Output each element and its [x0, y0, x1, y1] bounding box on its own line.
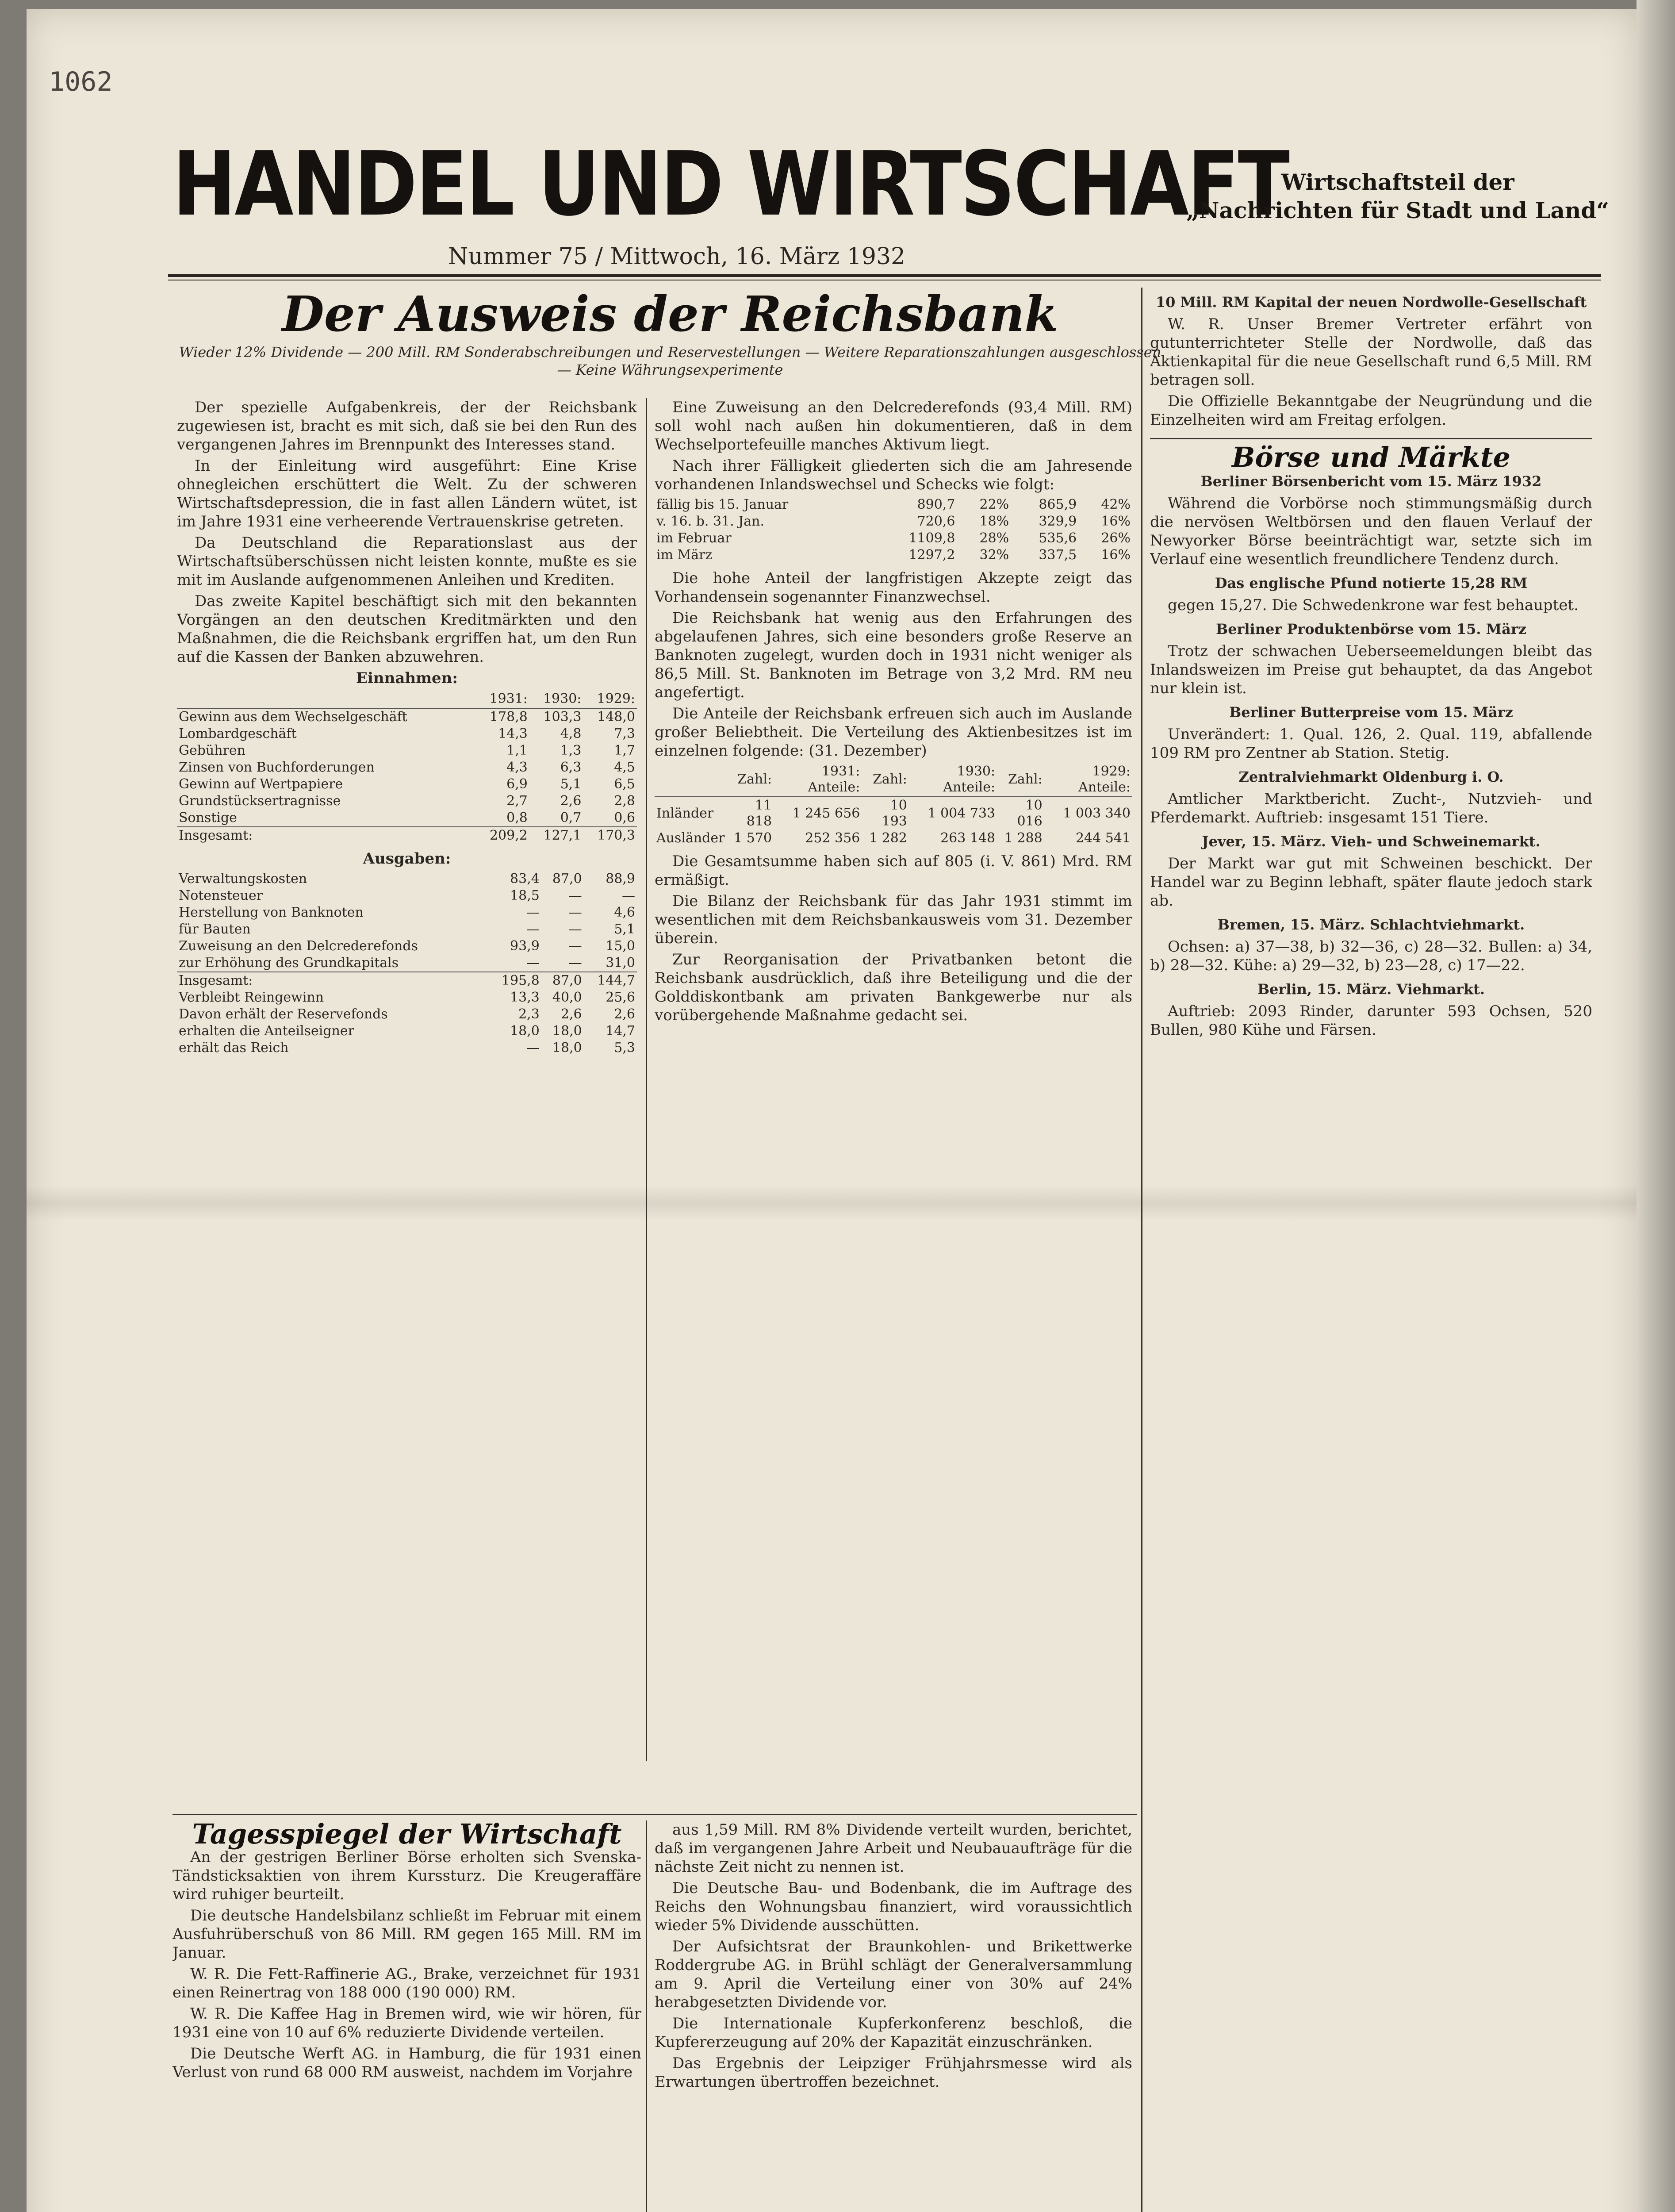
daily-col2-para-2: Die Deutsche Bau- und Bodenbank, die im Auftrage des Reichs den Wohnungsbau finanziert, wird voraussichtlich wieder 5% Dividende ausschütten.	[655, 1879, 1132, 1934]
cell: 1 288	[1004, 830, 1043, 846]
cell: Gebühren	[179, 743, 245, 758]
table-row	[177, 955, 637, 972]
lead-col2-para-1: Eine Zuweisung an den Delcrederefonds (93,4 Mill. RM) soll wohl nach außen hin dokumentieren, daß in dem Wechselportefeuille manches Aktivum liegt.	[655, 399, 1132, 453]
markets-title: Börse und Märkte	[1232, 441, 1510, 473]
table-row	[177, 1040, 637, 1056]
cell: 329,9	[1039, 514, 1077, 529]
cell: Insgesamt:	[177, 827, 475, 844]
income-head-0	[177, 690, 475, 708]
cell: Zahl:	[862, 763, 909, 797]
cell: 178,8	[489, 709, 528, 725]
cell: 6,3	[560, 760, 582, 775]
cell: für Bauten	[179, 922, 251, 937]
cell: 83,4	[510, 871, 540, 887]
lead-col1-para-4: Das zweite Kapitel beschäftigt sich mit den bekannten Vorgängen an den deutschen Kreditmärkten und den Maßnahmen, die die Reichsbank ergriffen hat, um den Run auf die Kassen der Banken abzuwehren.	[177, 592, 637, 666]
lead-headline: Der Ausweis der Reichsbank	[282, 288, 1058, 342]
table-row	[177, 742, 637, 759]
cell: 88,9	[606, 871, 635, 887]
lead-col1-para-3: Da Deutschland die Reparationslast aus der Wirtschaftsüberschüssen nicht leisten konnte, mußte es sie mit im Auslande aufgenommenen Anleihen und Krediten.	[177, 534, 637, 589]
table-row	[177, 810, 637, 827]
cell: 1,3	[560, 743, 582, 758]
cell: 1 282	[869, 830, 907, 846]
cell: 1 004 733	[928, 806, 996, 821]
table-row	[177, 708, 637, 726]
bill-maturity-table	[655, 496, 1132, 564]
nordwolle-para-1: W. R. Unser Bremer Vertreter erfährt von gutunterrichteter Stelle der Nordwolle, daß das Aktienkapital für die neue Gesellschaft rund 6,5 Mill. RM betragen soll.	[1150, 315, 1592, 389]
report-head: Das englische Pfund notierte 15,28 RM	[1215, 575, 1528, 591]
table-row	[177, 904, 637, 921]
cell: 31,0	[606, 955, 635, 971]
cell: 195,8	[488, 972, 541, 989]
cell: 170,3	[583, 827, 637, 844]
archive-number: 1062	[49, 66, 113, 97]
right-column	[1150, 288, 1592, 2212]
table-row	[177, 1006, 637, 1023]
lead-col1-para-2: In der Einleitung wird ausgeführt: Eine Krise ohnegleichen erschüttert die Welt. Zu der schweren Wirtschaftsdepression, die in fast allen Ländern wütet, ist im Jahre 1931 eine verheerende Vertrauenskrise getreten.	[177, 457, 637, 530]
daily-col1-para-2: Die deutsche Handelsbilanz schließt im Februar mit einem Ausfuhrüberschuß von 86 Mill. RM gegen 165 Mill. RM im Januar.	[172, 1907, 641, 1962]
page-edge	[1637, 0, 1675, 2212]
section-rule	[1150, 438, 1592, 439]
expenses-title: Ausgaben:	[363, 850, 451, 868]
table-row	[655, 797, 1132, 830]
cell: 1 570	[734, 830, 772, 846]
cell: 209,2	[475, 827, 529, 844]
cell: 1 245 656	[792, 806, 860, 821]
cell: —	[568, 938, 582, 954]
cell: 93,9	[510, 938, 540, 954]
masthead-title: HANDEL UND WIRTSCHAFT	[172, 133, 1288, 236]
report-head: Berlin, 15. März. Viehmarkt.	[1257, 981, 1485, 998]
table-row	[177, 759, 637, 776]
table-row	[177, 921, 637, 938]
cell: 10 193	[882, 798, 907, 829]
cell: 1297,2	[908, 547, 955, 563]
report-head: Zentralviehmarkt Oldenburg i. O.	[1238, 768, 1504, 785]
table-row	[177, 887, 637, 904]
cell: 535,6	[1039, 530, 1077, 546]
cell: Notensteuer	[179, 888, 263, 903]
report-text: Trotz der schwachen Ueberseemeldungen bleibt das Inlandsweizen im Preise gut behauptet, da das Angebot nur klein ist.	[1150, 642, 1592, 697]
report-text: Unverändert: 1. Qual. 126, 2. Qual. 119, abfallende 109 RM pro Zentner ab Station. Stetig.	[1150, 726, 1592, 762]
cell: Grundstücksertragnisse	[179, 793, 341, 809]
report-text: Auftrieb: 2093 Rinder, darunter 593 Ochsen, 520 Bullen, 980 Kühe und Färsen.	[1150, 1002, 1592, 1039]
cell: 5,1	[560, 776, 582, 792]
cell: 1,7	[614, 743, 635, 758]
section-rule	[172, 1814, 1137, 1815]
table-row	[655, 496, 1132, 513]
cell: 0,8	[506, 810, 528, 826]
cell: Herstellung von Banknoten	[179, 905, 364, 920]
cell: 2,6	[560, 1006, 582, 1022]
cell: —	[622, 888, 635, 903]
report-head: Jever, 15. März. Vieh- und Schweinemarkt.	[1202, 833, 1541, 850]
income-head-2: 1930:	[529, 690, 583, 708]
cell: —	[568, 922, 582, 937]
cell: 6,5	[614, 776, 635, 792]
cell: 11 818	[746, 798, 772, 829]
cell: 720,6	[917, 514, 955, 529]
cell: Zinsen von Buchforderungen	[179, 760, 375, 775]
cell: Insgesamt:	[177, 972, 488, 989]
income-head-1: 1931:	[475, 690, 529, 708]
daily-column-1	[172, 1820, 641, 2212]
cell: 87,0	[552, 871, 582, 887]
cell: 1 003 340	[1063, 806, 1131, 821]
report-text: Der Markt war gut mit Schweinen beschickt. Der Handel war zu Beginn lebhaft, später flaute jedoch stark ab.	[1150, 855, 1592, 910]
nordwolle-head: 10 Mill. RM Kapital der neuen Nordwolle-Gesellschaft	[1155, 294, 1587, 311]
cell: 6,9	[506, 776, 528, 792]
cell: —	[568, 955, 582, 971]
cell: 5,1	[614, 922, 635, 937]
cell: Davon erhält der Reservefonds	[179, 1006, 388, 1022]
cell: Inländer	[656, 806, 714, 821]
cell: —	[526, 905, 540, 920]
cell: Verwaltungskosten	[179, 871, 307, 887]
cell: 865,9	[1039, 497, 1077, 512]
cell: Lombardgeschäft	[179, 726, 297, 741]
lead-header	[172, 288, 1168, 394]
cell: 40,0	[552, 990, 582, 1005]
cell: v. 16. b. 31. Jan.	[656, 514, 764, 529]
cell: 1,1	[506, 743, 528, 758]
cell: Zahl:	[726, 763, 774, 797]
cell: 4,8	[560, 726, 582, 741]
cell: 127,1	[529, 827, 583, 844]
cell: 18,0	[510, 1023, 540, 1039]
cell: 87,0	[541, 972, 584, 989]
cell: 15,0	[606, 938, 635, 954]
cell: 26%	[1101, 530, 1131, 546]
table-row	[655, 530, 1132, 547]
cell: 14,7	[606, 1023, 635, 1039]
report-head: Bremen, 15. März. Schlachtviehmarkt.	[1217, 916, 1525, 933]
report-text: gegen 15,27. Die Schwedenkrone war fest behauptet.	[1168, 596, 1579, 614]
cell: 4,5	[614, 760, 635, 775]
cell: Gewinn auf Wertpapiere	[179, 776, 343, 792]
cell: im März	[656, 547, 713, 563]
daily-col2-para-3: Der Aufsichtsrat der Braunkohlen- und Brikettwerke Roddergrube AG. in Brühl schlägt der Generalversammlung am 9. April die Verteilung einer von 30% auf 24% herabgesetzten Dividende vor.	[655, 1938, 1132, 2011]
lead-col2-para-7: Die Bilanz der Reichsbank für das Jahr 1931 stimmt im wesentlichen mit dem Reichsbankausweis vom 31. Dezember überein.	[655, 892, 1132, 947]
lead-col1-para-1: Der spezielle Aufgabenkreis, der der Reichsbank zugewiesen ist, bracht es mit sich, daß sie bei den Run des vergangenen Jahres im Brennpunkt des Interesses stand.	[177, 399, 637, 453]
cell: 890,7	[917, 497, 955, 512]
cell: zur Erhöhung des Grundkapitals	[179, 955, 399, 971]
table-row	[655, 513, 1132, 530]
cell: 2,3	[518, 1006, 540, 1022]
cell: 2,6	[614, 1006, 635, 1022]
cell: 144,7	[584, 972, 637, 989]
cell: Zuweisung an den Delcrederefonds	[179, 938, 418, 954]
subtitle-line-2: „Nachrichten für Stadt und Land“	[1186, 197, 1609, 223]
cell: 22%	[979, 497, 1009, 512]
nordwolle-para-2: Die Offizielle Bekanntgabe der Neugründung und die Einzelheiten wird am Freitag erfolgen.	[1150, 392, 1592, 429]
table-row	[177, 776, 637, 793]
lead-deck: Wieder 12% Dividende — 200 Mill. RM Sonderabschreibungen und Reservestellungen — Weitere Reparationszahlungen ausgeschlossen — Keine Währungsexperimente	[179, 344, 1161, 378]
cell: 1929: Anteile:	[1044, 763, 1132, 797]
expenses-table	[177, 871, 637, 1056]
cell: 5,3	[614, 1040, 635, 1056]
cell: 0,7	[560, 810, 582, 826]
table-row	[177, 938, 637, 955]
cell: erhalten die Anteilseigner	[179, 1023, 355, 1039]
cell: 18,5	[510, 888, 540, 903]
cell: 244 541	[1075, 830, 1131, 846]
report-text: Amtlicher Marktbericht. Zucht-, Nutzvieh- und Pferdemarkt. Auftrieb: insgesamt 151 Tiere.	[1150, 790, 1592, 826]
report-head: Berliner Börsenbericht vom 15. März 1932	[1200, 473, 1542, 490]
cell: 252 356	[805, 830, 860, 846]
cell: 42%	[1101, 497, 1131, 512]
lead-col2-para-3: Die hohe Anteil der langfristigen Akzepte zeigt das Vorhandensein sogenannter Finanzwechsel.	[655, 569, 1132, 606]
cell: 1109,8	[908, 530, 955, 546]
report-head: Berliner Butterpreise vom 15. März	[1229, 704, 1513, 721]
cell: 18%	[979, 514, 1009, 529]
cell: 18,0	[552, 1023, 582, 1039]
cell: 16%	[1101, 514, 1131, 529]
cell: 0,6	[614, 810, 635, 826]
lead-column-1	[177, 398, 637, 1761]
daily-col1-para-1: An der gestrigen Berliner Börse erholten sich Svenska-Tändsticksaktien von ihrem Kurssturz. Die Kreugeraffäre wird ruhiger beurteilt.	[172, 1848, 641, 1903]
income-title: Einnahmen:	[356, 669, 458, 687]
cell: 4,3	[506, 760, 528, 775]
cell: 337,5	[1039, 547, 1077, 563]
cell: im Februar	[656, 530, 732, 546]
cell: Verbleibt Reingewinn	[179, 990, 324, 1005]
cell	[655, 763, 726, 797]
table-row	[177, 989, 637, 1006]
cell: 1930: Anteile:	[909, 763, 997, 797]
cell: 4,6	[614, 905, 635, 920]
table-row	[177, 871, 637, 887]
table-row	[177, 793, 637, 810]
column-divider	[1141, 288, 1142, 2212]
cell: fällig bis 15. Januar	[656, 497, 789, 512]
cell: —	[568, 905, 582, 920]
shareholder-table	[655, 763, 1132, 847]
daily-column-2	[655, 1820, 1132, 2212]
daily-title: Tagesspiegel der Wirtschaft	[192, 1820, 622, 1850]
cell: 103,3	[543, 709, 582, 725]
masthead-subtitle	[1177, 168, 1619, 225]
table-row	[655, 547, 1132, 564]
cell: Ausländer	[656, 830, 725, 846]
table-row	[177, 1023, 637, 1040]
daily-col2-para-4: Die Internationale Kupferkonferenz beschloß, die Kupfererzeugung auf 20% der Kapazität einzuschränken.	[655, 2015, 1132, 2051]
report-text: Ochsen: a) 37—38, b) 32—36, c) 28—32. Bullen: a) 34, b) 28—32. Kühe: a) 29—32, b) 23—28, c) 17—22.	[1150, 938, 1592, 974]
daily-col1-para-5: Die Deutsche Werft AG. in Hamburg, die für 1931 einen Verlust von rund 68 000 RM ausweist, nachdem im Vorjahre	[172, 2045, 641, 2081]
daily-col1-para-3: W. R. Die Fett-Raffinerie AG., Brake, verzeichnet für 1931 einen Reinertrag von 188 000 (190 000) RM.	[172, 1965, 641, 2001]
column-divider	[646, 398, 647, 1761]
report-head: Berliner Produktenbörse vom 15. März	[1216, 621, 1526, 637]
lead-col2-para-6: Die Gesamtsumme haben sich auf 805 (i. V. 861) Mrd. RM ermäßigt.	[655, 853, 1132, 889]
cell: erhält das Reich	[179, 1040, 289, 1056]
lead-col2-para-8: Zur Reorganisation der Privatbanken betont die Reichsbank ausdrücklich, daß ihre Beteiligung und die der Golddiskontbank am privaten Bankgewerbe nur als vorübergehende Maßnahme gedacht sei.	[655, 951, 1132, 1024]
table-total-row	[177, 972, 637, 989]
table-row	[177, 726, 637, 742]
daily-col2-para-5: Das Ergebnis der Leipziger Frühjahrsmesse wird als Erwartungen übertroffen bezeichnet.	[655, 2055, 1132, 2091]
daily-col1-para-4: W. R. Die Kaffee Hag in Bremen wird, wie wir hören, für 1931 eine von 10 auf 6% reduzierte Dividende verteilen.	[172, 2005, 641, 2041]
cell: 263 148	[940, 830, 996, 846]
cell: 13,3	[510, 990, 540, 1005]
issue-line: Nummer 75 / Mittwoch, 16. März 1932	[448, 243, 906, 270]
cell: 28%	[979, 530, 1009, 546]
lead-col2-para-4: Die Reichsbank hat wenig aus den Erfahrungen des abgelaufenen Jahres, sich eine besonders große Reserve an Banknoten zugelegt, wurden doch in 1931 nicht weniger als 86,5 Mill. St. Banknoten im Betrage von 3,2 Mrd. RM neu angefertigt.	[655, 609, 1132, 701]
table-total-row	[177, 827, 637, 844]
cell: —	[526, 1040, 540, 1056]
lead-col2-para-2: Nach ihrer Fälligkeit gliederten sich die am Jahresende vorhandenen Inlandswechsel und Schecks wie folgt:	[655, 457, 1132, 493]
report-text: Während die Vorbörse noch stimmungsmäßig durch die nervösen Weltbörsen und den flauen Verlauf der Newyorker Börse beeinträchtigt war, setzte sich im Verlauf eine wesentlich freundlichere Tendenz durch.	[1150, 495, 1592, 568]
cell: —	[526, 922, 540, 937]
masthead-rule	[168, 274, 1601, 277]
cell: 7,3	[614, 726, 635, 741]
cell: 32%	[979, 547, 1009, 563]
lead-col2-para-5: Die Anteile der Reichsbank erfreuen sich auch im Auslande großer Beliebtheit. Die Verteilung des Aktienbesitzes ist im einzelnen folgende: (31. Dezember)	[655, 705, 1132, 760]
cell: 16%	[1101, 547, 1131, 563]
cell: Sonstige	[179, 810, 237, 826]
subtitle-line-1: Wirtschaftsteil der	[1281, 169, 1514, 195]
cell: —	[526, 955, 540, 971]
cell: 2,7	[506, 793, 528, 809]
cell: Gewinn aus dem Wechselgeschäft	[179, 709, 407, 725]
cell: —	[568, 888, 582, 903]
cell: 18,0	[552, 1040, 582, 1056]
cell: 1931: Anteile:	[774, 763, 862, 797]
daily-col2-para-1: aus 1,59 Mill. RM 8% Dividende verteilt wurden, berichtet, daß im vergangenen Jahre Arbeit und Neubauaufträge für die nächste Zeit nicht zu nennen ist.	[655, 1821, 1132, 1876]
cell: 14,3	[498, 726, 528, 741]
income-table	[177, 690, 637, 844]
cell: 2,8	[614, 793, 635, 809]
cell: 10 016	[1017, 798, 1043, 829]
column-divider	[646, 1820, 647, 2212]
cell: 2,6	[560, 793, 582, 809]
income-head-3: 1929:	[583, 690, 637, 708]
cell: Zahl:	[997, 763, 1044, 797]
table-row	[655, 830, 1132, 847]
cell: 148,0	[597, 709, 635, 725]
cell: 25,6	[606, 990, 635, 1005]
lead-column-2	[655, 398, 1132, 1761]
